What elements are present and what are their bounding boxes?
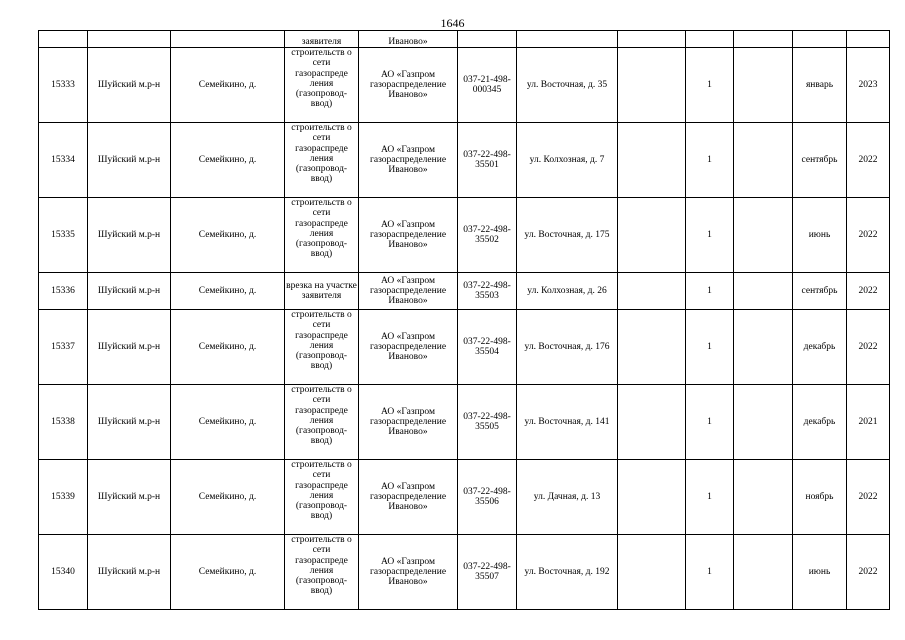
cell-blank — [734, 123, 793, 198]
cell-blank — [734, 273, 793, 310]
cell-address: ул. Восточная, д. 141 — [517, 385, 618, 460]
cell-settlement — [171, 31, 285, 48]
cell-year: 2023 — [847, 48, 890, 123]
cell-contract: 037-22-498-35502 — [458, 198, 517, 273]
cell-address: ул. Восточная, д. 176 — [517, 310, 618, 385]
cell-blank — [618, 535, 686, 610]
cell-year: 2022 — [847, 273, 890, 310]
cell-month: июнь — [793, 535, 847, 610]
cell-settlement: Семейкино, д. — [171, 198, 285, 273]
table-row — [39, 535, 890, 610]
cell-blank — [734, 198, 793, 273]
table-row — [39, 273, 890, 310]
cell-district — [88, 31, 171, 48]
cell-quantity — [686, 31, 734, 48]
cell-address — [517, 31, 618, 48]
cell-district: Шуйский м.р-н — [88, 310, 171, 385]
cell-settlement: Семейкино, д. — [171, 385, 285, 460]
cell-quantity: 1 — [686, 535, 734, 610]
cell-address: ул. Колхозная, д. 7 — [517, 123, 618, 198]
cell-settlement: Семейкино, д. — [171, 48, 285, 123]
cell-settlement: Семейкино, д. — [171, 273, 285, 310]
table-row — [39, 123, 890, 198]
cell-month: ноябрь — [793, 460, 847, 535]
cell-construction-type: строительств о сети газораспреде ления (газопровод-ввод) — [285, 48, 359, 123]
cell-organization: АО «Газпром газораспределение Иваново» — [359, 123, 458, 198]
cell-organization: АО «Газпром газораспределение Иваново» — [359, 198, 458, 273]
cell-month: сентябрь — [793, 273, 847, 310]
cell-contract: 037-22-498-35503 — [458, 273, 517, 310]
cell-construction-type: врезка на участке заявителя — [285, 273, 359, 310]
cell-settlement: Семейкино, д. — [171, 535, 285, 610]
cell-organization: АО «Газпром газораспределение Иваново» — [359, 460, 458, 535]
cell-blank — [734, 460, 793, 535]
cell-organization: АО «Газпром газораспределение Иваново» — [359, 385, 458, 460]
cell-contract — [458, 31, 517, 48]
cell-address: ул. Дачная, д. 13 — [517, 460, 618, 535]
registry-table — [38, 30, 890, 610]
cell-quantity: 1 — [686, 385, 734, 460]
cell-blank — [734, 310, 793, 385]
cell-id: 15333 — [39, 48, 88, 123]
cell-organization: АО «Газпром газораспределение Иваново» — [359, 310, 458, 385]
cell-quantity: 1 — [686, 273, 734, 310]
cell-district: Шуйский м.р-н — [88, 198, 171, 273]
cell-contract: 037-22-498-35501 — [458, 123, 517, 198]
cell-year: 2022 — [847, 123, 890, 198]
cell-blank — [618, 123, 686, 198]
cell-year: 2022 — [847, 310, 890, 385]
cell-id: 15338 — [39, 385, 88, 460]
table-row — [39, 48, 890, 123]
cell-settlement: Семейкино, д. — [171, 310, 285, 385]
cell-construction-type: строительств о сети газораспреде ления (газопровод-ввод) — [285, 123, 359, 198]
cell-year: 2022 — [847, 535, 890, 610]
cell-settlement: Семейкино, д. — [171, 123, 285, 198]
cell-construction-type: строительств о сети газораспреде ления (газопровод-ввод) — [285, 310, 359, 385]
table-body — [39, 31, 890, 610]
cell-blank — [734, 385, 793, 460]
cell-construction-type: заявителя — [285, 31, 359, 48]
cell-organization: АО «Газпром газораспределение Иваново» — [359, 535, 458, 610]
table-row — [39, 310, 890, 385]
cell-blank — [618, 31, 686, 48]
cell-organization: Иваново» — [359, 31, 458, 48]
cell-district: Шуйский м.р-н — [88, 273, 171, 310]
cell-year — [847, 31, 890, 48]
cell-id: 15334 — [39, 123, 88, 198]
cell-year: 2021 — [847, 385, 890, 460]
cell-blank — [618, 198, 686, 273]
cell-address: ул. Восточная, д. 175 — [517, 198, 618, 273]
cell-month: декабрь — [793, 310, 847, 385]
cell-id: 15335 — [39, 198, 88, 273]
cell-month: декабрь — [793, 385, 847, 460]
cell-quantity: 1 — [686, 123, 734, 198]
cell-district: Шуйский м.р-н — [88, 460, 171, 535]
cell-organization: АО «Газпром газораспределение Иваново» — [359, 273, 458, 310]
cell-address: ул. Восточная, д. 192 — [517, 535, 618, 610]
cell-blank — [618, 385, 686, 460]
cell-quantity: 1 — [686, 310, 734, 385]
cell-blank — [734, 535, 793, 610]
cell-month: сентябрь — [793, 123, 847, 198]
cell-construction-type: строительств о сети газораспреде ления (газопровод-ввод) — [285, 460, 359, 535]
cell-district: Шуйский м.р-н — [88, 535, 171, 610]
cell-contract: 037-22-498-35506 — [458, 460, 517, 535]
cell-quantity: 1 — [686, 460, 734, 535]
cell-district: Шуйский м.р-н — [88, 48, 171, 123]
cell-blank — [618, 310, 686, 385]
cell-settlement: Семейкино, д. — [171, 460, 285, 535]
cell-construction-type: строительств о сети газораспреде ления (газопровод-ввод) — [285, 385, 359, 460]
cell-contract: 037-22-498-35504 — [458, 310, 517, 385]
table-row-continued — [39, 31, 890, 48]
cell-month: июнь — [793, 198, 847, 273]
cell-quantity: 1 — [686, 48, 734, 123]
cell-organization: АО «Газпром газораспределение Иваново» — [359, 48, 458, 123]
page-number: 1646 — [440, 16, 465, 30]
cell-blank — [618, 273, 686, 310]
cell-address: ул. Колхозная, д. 26 — [517, 273, 618, 310]
cell-blank — [734, 48, 793, 123]
cell-id: 15340 — [39, 535, 88, 610]
table-row — [39, 385, 890, 460]
cell-contract: 037-22-498-35507 — [458, 535, 517, 610]
table-row — [39, 198, 890, 273]
cell-district: Шуйский м.р-н — [88, 385, 171, 460]
cell-construction-type: строительств о сети газораспреде ления (газопровод-ввод) — [285, 198, 359, 273]
cell-id: 15337 — [39, 310, 88, 385]
cell-month — [793, 31, 847, 48]
table-row — [39, 460, 890, 535]
cell-id: 15339 — [39, 460, 88, 535]
cell-blank — [618, 460, 686, 535]
cell-month: январь — [793, 48, 847, 123]
cell-address: ул. Восточная, д. 35 — [517, 48, 618, 123]
cell-id: 15336 — [39, 273, 88, 310]
cell-district: Шуйский м.р-н — [88, 123, 171, 198]
cell-blank — [734, 31, 793, 48]
cell-construction-type: строительств о сети газораспреде ления (газопровод-ввод) — [285, 535, 359, 610]
cell-id — [39, 31, 88, 48]
cell-year: 2022 — [847, 460, 890, 535]
cell-contract: 037-22-498-35505 — [458, 385, 517, 460]
cell-contract: 037-21-498-000345 — [458, 48, 517, 123]
cell-quantity: 1 — [686, 198, 734, 273]
cell-blank — [618, 48, 686, 123]
cell-year: 2022 — [847, 198, 890, 273]
